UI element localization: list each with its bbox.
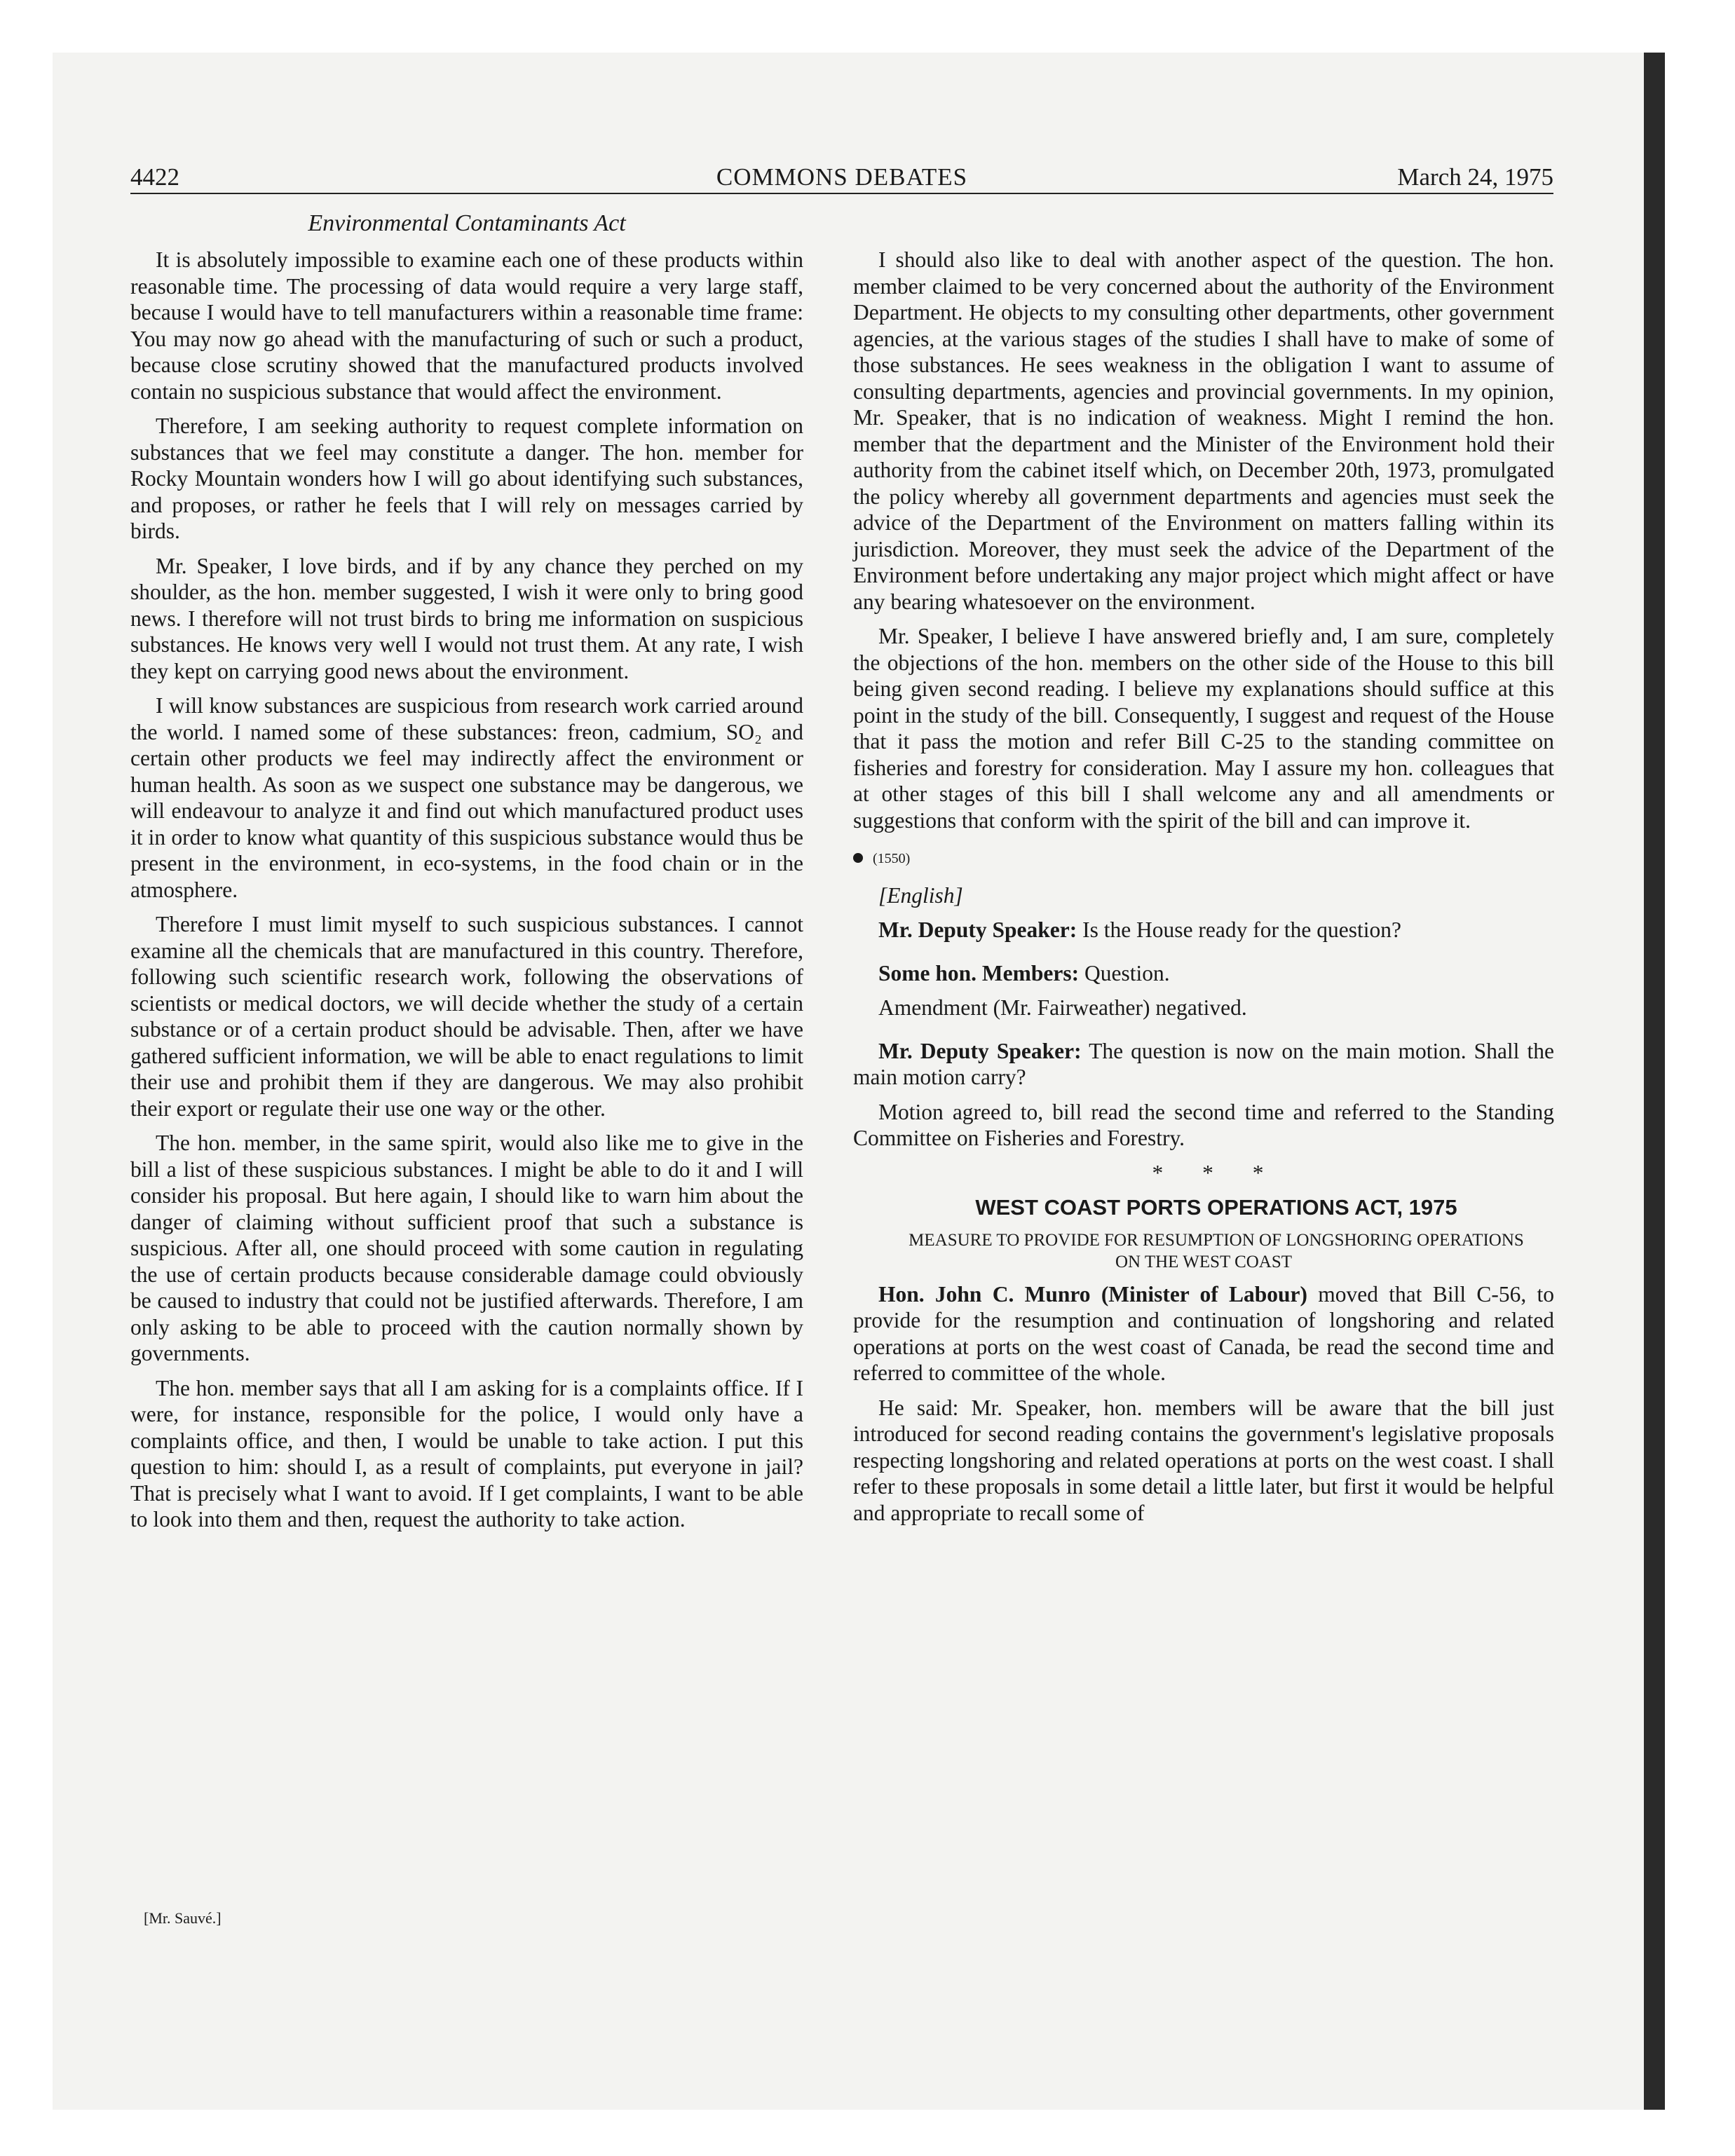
speech-text: The question is now on the main motion. Shall the main motion carry? bbox=[853, 1038, 1554, 1089]
paragraph: It is absolutely impossible to examine each one of these products within reasonable time. The processing of data would require a very large staff, because I would have to tell manufacturers within a reasonable time frame: You may now go ahead with the manufacturing of such or such a product, because close scrutiny showed that the manufactured products involved contain no suspicious substance that would affect the environment. bbox=[130, 247, 803, 404]
speech bbox=[853, 917, 1554, 943]
procedural-note: Amendment (Mr. Fairweather) negatived. bbox=[878, 995, 1247, 1020]
page-header bbox=[130, 162, 1553, 194]
language-marker: [English] bbox=[878, 882, 963, 908]
speech-text: moved that Bill C-56, to provide for the resumption and continuation of longshoring and related operations at ports on the west coast of Canada, be read the second time and referred to committee of the whole. bbox=[853, 1281, 1554, 1385]
publication-title: COMMONS DEBATES bbox=[716, 163, 968, 191]
paragraph: The hon. member, in the same spirit, would also like me to give in the bill a list of these suspicious substances. I might be able to do it and I will consider his proposal. But here again, I should like to warn him about the danger of claiming without sufficient proof that such a substance is suspicious. After all, one should proceed with some caution in regulating the use of certain products because considerable damage could obviously be caused to industry that could not be justified afterwards. Therefore, I am only asking to be able to proceed with the caution normally shown by governments. bbox=[130, 1131, 803, 1365]
paragraph: The hon. member says that all I am asking for is a complaints office. If I were, for instance, responsible for the police, I would only have a complaints office, and then, I would be unable to take action. I put this question to him: should I, as a result of complaints, put everyone in jail? That is precisely what I want to avoid. If I get complaints, I want to be able to look into them and then, request the authority to take action. bbox=[130, 1375, 803, 1531]
procedural-note: Motion agreed to, bill read the second time and referred to the Standing Committee on Fisheries and Forestry. bbox=[853, 1099, 1554, 1150]
speech bbox=[853, 960, 1554, 987]
speaker-name: Some hon. Members: bbox=[878, 960, 1080, 985]
section-subheading: MEASURE TO PROVIDE FOR RESUMPTION OF LONGSHORING OPERATIONS ON THE WEST COAST bbox=[909, 1230, 1524, 1271]
speech-text: Is the House ready for the question? bbox=[1082, 917, 1401, 942]
section-separator: * * * bbox=[1152, 1160, 1281, 1185]
speech bbox=[853, 1281, 1554, 1386]
paragraph: Mr. Speaker, I believe I have answered briefly and, I am sure, completely the objections of the hon. members on the other side of the House to this bill being given second reading. I believe my explanations should suffice at this point in the study of the bill. Consequently, I suggest and request of the House that it pass the motion and refer Bill C-25 to the standing committee on fisheries and forestry for consideration. May I assure my hon. colleagues that at other stages of this bill I shall welcome any and all amendments or suggestions that conform with the spirit of the bill and can improve it. bbox=[853, 624, 1554, 833]
left-column bbox=[130, 247, 803, 1541]
paragraph: Therefore I must limit myself to such suspicious substances. I cannot examine all the chemicals that are manufactured in this country. Therefore, following such scientific research work, following the observations of scientists or medical doctors, we will decide whether the study of a certain substance or of a certain product should be advisable. Then, after we have gathered sufficient information, we will be able to enact regulations to limit their use and prohibit them if they are dangerous. We may also prohibit their export or regulate their use one way or the other. bbox=[130, 912, 803, 1121]
paragraph: Mr. Speaker, I love birds, and if by any chance they perched on my shoulder, as the hon. member suggested, I wish it were only to bring good news. I therefore will not trust birds to bring me information on suspicious substances. He knows very well I would not trust them. At any rate, I wish they kept on carrying good news about the environment. bbox=[130, 553, 803, 683]
page-binding-edge bbox=[1644, 53, 1665, 2110]
paragraph: I will know substances are suspicious from research work carried around the world. I named some of these substances: freon, cadmium, SO₂ and certain other products we feel may indirectly affect the environment or human health. As soon as we suspect one substance may be dangerous, we will endeavour to analyze it and find out which manufactured product uses it in order to know what quantity of this suspicious substance would thus be present in the environment, in eco-systems, in the food chain or in the atmosphere. bbox=[130, 693, 803, 902]
timestamp-text: (1550) bbox=[873, 851, 911, 866]
speaker-name: Hon. John C. Munro (Minister of Labour) bbox=[878, 1281, 1308, 1306]
page-date: March 24, 1975 bbox=[1397, 163, 1553, 191]
paragraph: Therefore, I am seeking authority to request complete information on substances that we feel may constitute a danger. The hon. member for Rocky Mountain wonders how I will go about identifying such substances, and proposes, or rather he feels that I will rely on messages carried by birds. bbox=[130, 414, 803, 543]
timestamp bbox=[853, 846, 1554, 873]
speaker-name: Mr. Deputy Speaker: bbox=[878, 917, 1077, 942]
paragraph: He said: Mr. Speaker, hon. members will be aware that the bill just introduced for second reading contains the government's legislative proposals respecting longshoring and related operations at ports on the west coast. I shall refer to these proposals in some detail a little later, but first it would be helpful and appropriate to recall some of bbox=[853, 1395, 1554, 1525]
running-subtitle: Environmental Contaminants Act bbox=[308, 210, 626, 236]
speaker-name: Mr. Deputy Speaker: bbox=[878, 1038, 1082, 1063]
right-column bbox=[853, 247, 1554, 1534]
page-number: 4422 bbox=[130, 163, 179, 191]
speech-text: Question. bbox=[1084, 960, 1170, 985]
paragraph: I should also like to deal with another aspect of the question. The hon. member claimed to be very concerned about the authority of the Environment Department. He objects to my consulting other departments, other government agencies, at the various stages of the studies I shall have to make of some of those substances. He sees weakness in the obligation I want to assume of consulting departments, agencies and provincial governments. In my opinion, Mr. Speaker, that is no indication of weakness. Might I remind the hon. member that the department and the Minister of the Environment hold their authority from the cabinet itself which, on December 20th, 1973, promulgated the policy whereby all government departments and agencies must seek the advice of the Department of the Environment on matters falling within its jurisdiction. Moreover, they must seek the advice of the Department of the Environment before undertaking any major project which might affect or have any bearing whatesoever on the environment. bbox=[853, 247, 1554, 614]
speaker-footer-tag: [Mr. Sauvé.] bbox=[144, 1909, 222, 1927]
bullet-icon bbox=[853, 853, 863, 863]
speech bbox=[853, 1038, 1554, 1091]
section-heading: WEST COAST PORTS OPERATIONS ACT, 1975 bbox=[975, 1195, 1457, 1220]
